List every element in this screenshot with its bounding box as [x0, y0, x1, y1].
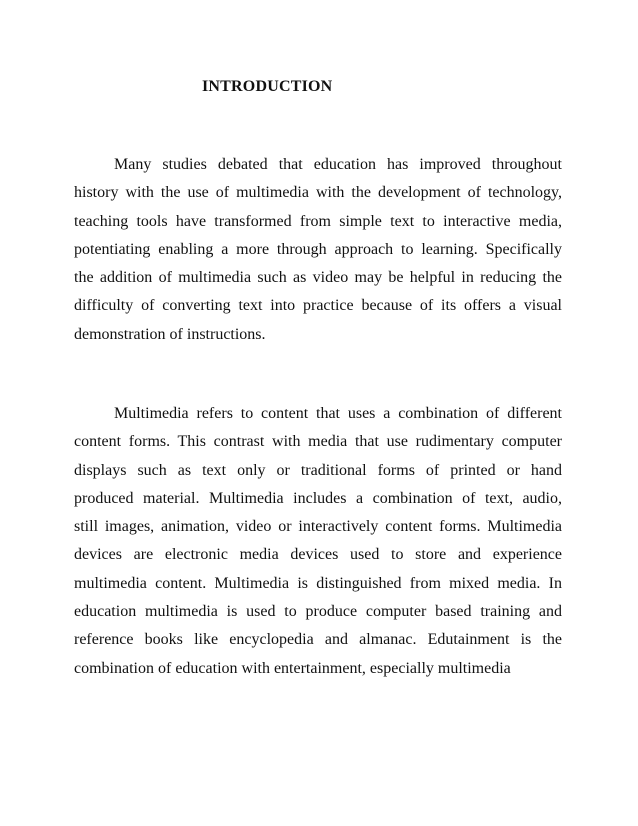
text-line: history with the use of multimedia with the development of technology, — [74, 184, 562, 202]
text-line: education multimedia is used to produce computer based training and — [74, 603, 562, 621]
text-line: teaching tools have transformed from simple text to interactive media, — [74, 212, 562, 230]
paragraph-multimedia — [74, 400, 562, 683]
text-line: multimedia content. Multimedia is distinguished from mixed media. In — [74, 574, 562, 592]
text-line: Multimedia refers to content that uses a combination of different — [114, 405, 562, 422]
text-line: still images, animation, video or interactively content forms. Multimedia — [74, 518, 562, 536]
text-line: the addition of multimedia such as video may be helpful in reducing the — [74, 269, 562, 287]
text-line: devices are electronic media devices used to store and experience — [74, 546, 562, 564]
text-line: produced material. Multimedia includes a combination of text, audio, — [74, 489, 562, 507]
text-line: demonstration of instructions. — [74, 325, 266, 343]
text-line: Many studies debated that education has improved throughout — [114, 156, 562, 173]
text-line: displays such as text only or traditional forms of printed or hand — [74, 461, 562, 479]
text-line: content forms. This contrast with media that use rudimentary computer — [74, 433, 562, 451]
text-line: reference books like encyclopedia and almanac. Edutainment is the — [74, 631, 562, 649]
text-line: combination of education with entertainment, especially multimedia — [74, 659, 511, 677]
page-title: INTRODUCTION — [202, 78, 333, 95]
text-line: difficulty of converting text into practice because of its offers a visual — [74, 297, 562, 315]
paragraph-intro — [74, 151, 562, 349]
text-line: potentiating enabling a more through approach to learning. Specifically — [74, 240, 562, 258]
